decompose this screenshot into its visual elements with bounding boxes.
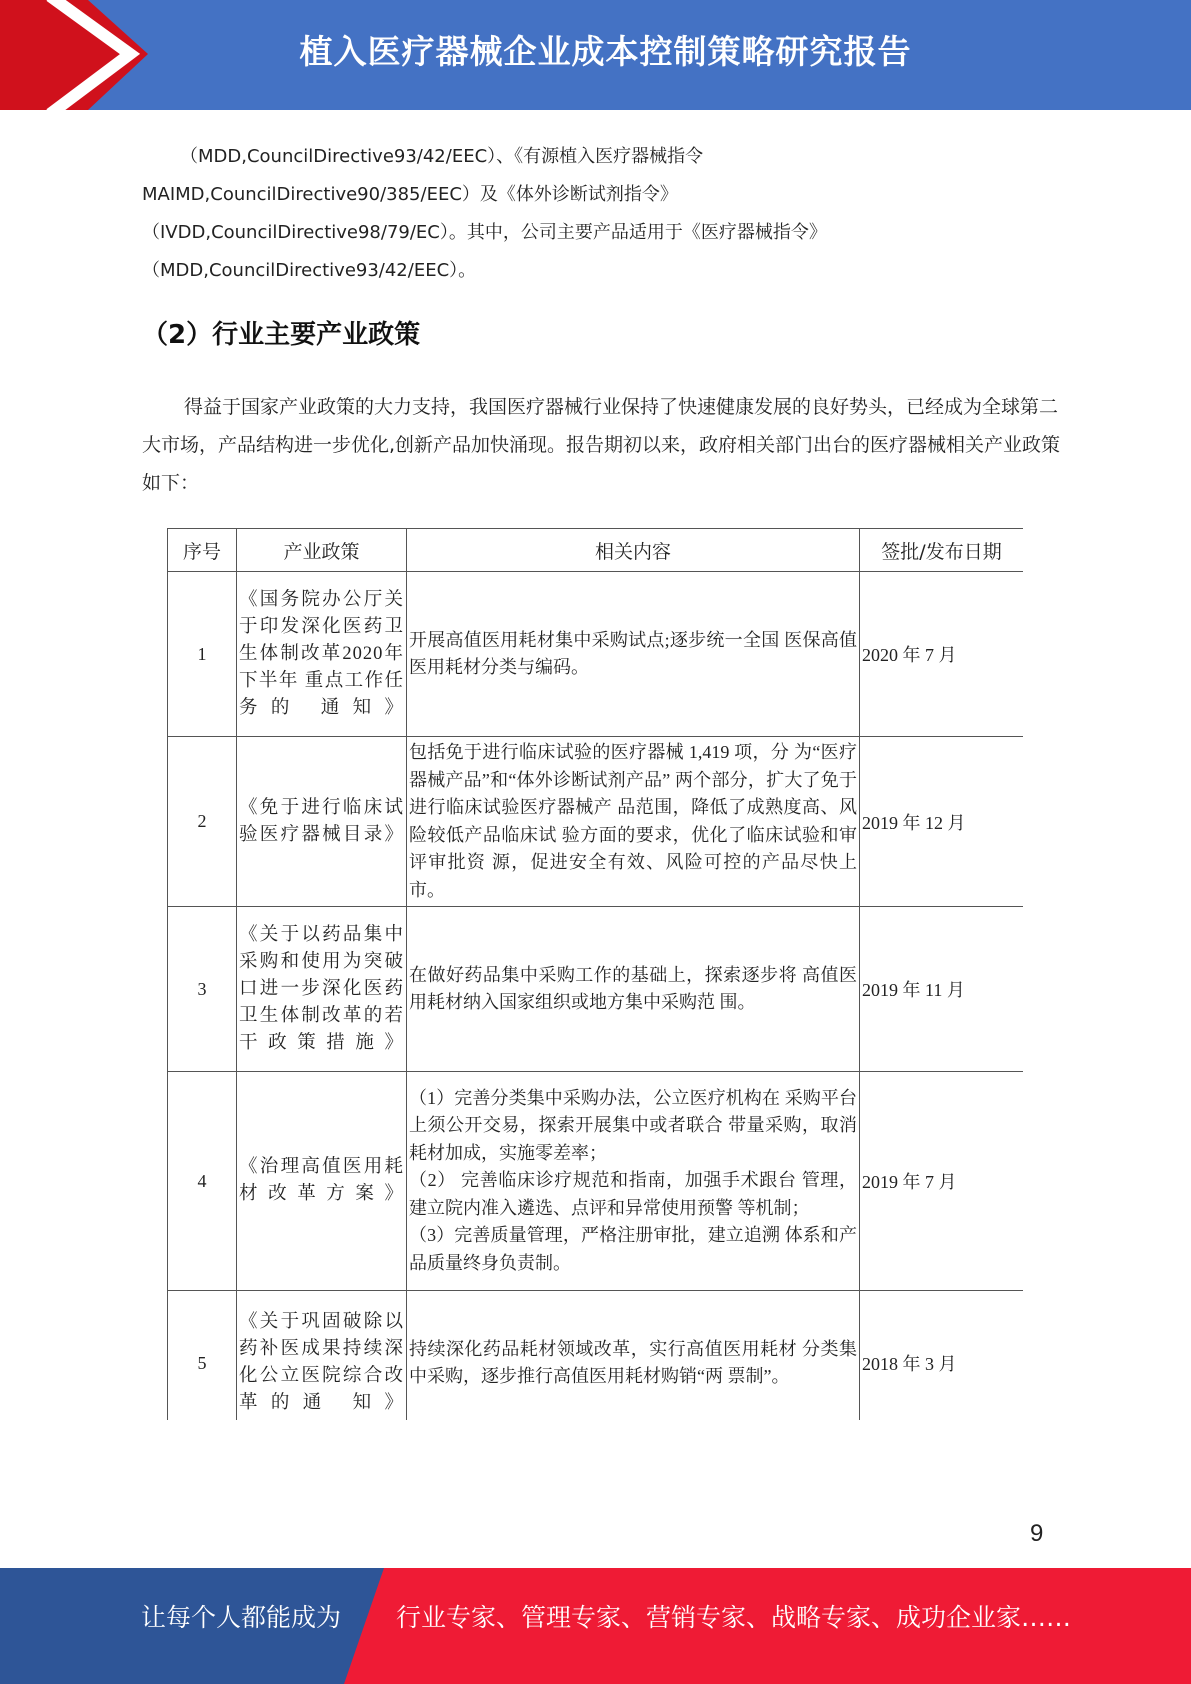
row-number: 1 (168, 572, 237, 737)
column-header-content: 相关内容 (407, 529, 860, 572)
intro-text (142, 138, 1072, 290)
column-header-policy: 产业政策 (237, 529, 407, 572)
table-row (168, 907, 1024, 1072)
policy-name: 《关于巩固破除以药补医成果持续深化公立医院综合改革的通 知》 (237, 1291, 407, 1421)
policy-date: 2019 年 7 月 (860, 1072, 1024, 1291)
policy-content: 包括免于进行临床试验的医疗器械 1,419 项，分 为“医疗器械产品”和“体外诊断试剂产品” 两个部分，扩大了免于进行临床试验医疗器械产 品范围，降低了成熟度高、风险较低产品临床试 验方面的要求，优化了临床试验和审评审批资 源，促进安全有效、风险可控的产品尽快上市。 (407, 737, 860, 907)
intro-line: （IVDD,CouncilDirective98/79/EC）。其中，公司主要产品适用于《医疗器械指令》 (142, 222, 827, 243)
table-row (168, 1072, 1024, 1291)
section-paragraph: 得益于国家产业政策的大力支持，我国医疗器械行业保持了快速健康发展的良好势头，已经成为全球第二大市场，产品结构进一步优化,创新产品加快涌现。报告期初以来，政府相关部门出台的医疗器械相关产业政策如下： (142, 396, 1061, 494)
section-heading: （2）行业主要产业政策 (142, 320, 421, 350)
intro-line: （MDD,CouncilDirective93/42/EEC）、《有源植入医疗器械指令 (180, 146, 704, 167)
content-line: （2） 完善临床诊疗规范和指南，加强手术跟台 管理，建立院内准入遴选、点评和异常使用预警 等机制； (409, 1170, 857, 1218)
policy-content (407, 1072, 860, 1291)
content-line: （1）完善分类集中采购办法，公立医疗机构在 采购平台上须公开交易，探索开展集中或者联合 带量采购，取消耗材加成，实施零差率； (409, 1087, 857, 1163)
column-header-no: 序号 (168, 529, 237, 572)
footer-slogan-left: 让每个人都能成为 (141, 1603, 342, 1632)
page-number: 9 (1030, 1520, 1044, 1547)
row-number: 5 (168, 1291, 237, 1421)
policy-content: 持续深化药品耗材领域改革，实行高值医用耗材 分类集中采购，逐步推行高值医用耗材购销“两 票制”。 (407, 1291, 860, 1421)
intro-line: MAIMD,CouncilDirective90/385/EEC）及《体外诊断试剂指令》 (142, 184, 678, 205)
policy-name: 《关于以药品集中采购和使用为突破口进一步深化医药卫生体制改革的若干政策措施》 (237, 907, 407, 1072)
policy-name: 《国务院办公厅关于印发深化医药卫生体制改革2020年下半年 重点工作任务的 通知》 (237, 572, 407, 737)
policy-date: 2020 年 7 月 (860, 572, 1024, 737)
column-header-date: 签批/发布日期 (860, 529, 1024, 572)
table-header-row (168, 529, 1024, 572)
policy-date: 2019 年 11 月 (860, 907, 1024, 1072)
policy-content: 开展高值医用耗材集中采购试点;逐步统一全国 医保高值医用耗材分类与编码。 (407, 572, 860, 737)
footer-slogan-right: 行业专家、管理专家、营销专家、战略专家、成功企业家…… (396, 1603, 1072, 1632)
policy-date: 2018 年 3 月 (860, 1291, 1024, 1421)
page-footer (0, 1568, 1191, 1684)
policy-table (167, 528, 1023, 1420)
row-number: 4 (168, 1072, 237, 1291)
page-header (0, 0, 1191, 110)
intro-line: （MDD,CouncilDirective93/42/EEC）。 (142, 260, 477, 281)
policy-content: 在做好药品集中采购工作的基础上，探索逐步将 高值医用耗材纳入国家组织或地方集中采购范 围。 (407, 907, 860, 1072)
policy-name: 《免于进行临床试验医疗器械目录》 (237, 737, 407, 907)
table-row (168, 1291, 1024, 1421)
table-row (168, 737, 1024, 907)
report-title: 植入医疗器械企业成本控制策略研究报告 (299, 32, 912, 71)
policy-name: 《治理高值医用耗材改革方案》 (237, 1072, 407, 1291)
row-number: 2 (168, 737, 237, 907)
policy-date: 2019 年 12 月 (860, 737, 1024, 907)
content-line: （3）完善质量管理，严格注册审批，建立追溯 体系和产品质量终身负责制。 (409, 1225, 857, 1273)
table-row (168, 572, 1024, 737)
row-number: 3 (168, 907, 237, 1072)
policy-table-wrapper (167, 528, 1023, 1420)
